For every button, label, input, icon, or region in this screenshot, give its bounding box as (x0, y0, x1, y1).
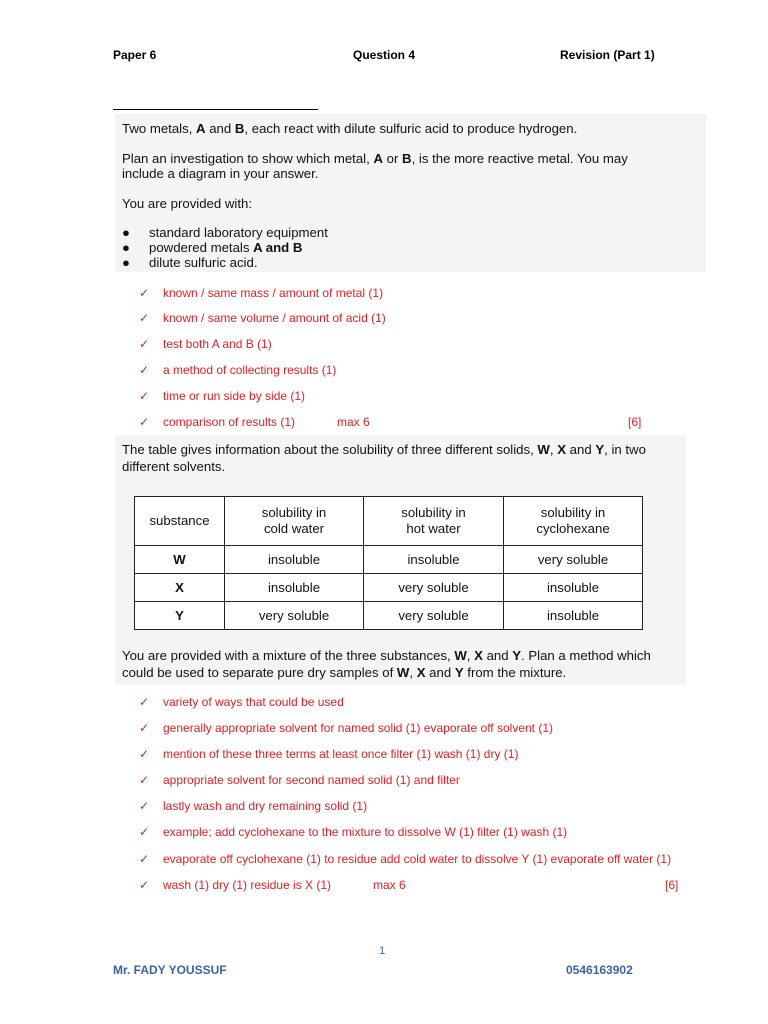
q1-plan-line1: Plan an investigation to show which metal, A or B, is the more reactive metal. You may (122, 151, 628, 166)
table-cell: very soluble (504, 546, 643, 574)
q2-intro-line1: The table gives information about the solubility of three different solids, W, X and Y, in two (122, 442, 646, 457)
answer-item: ✓ generally appropriate solvent for named solid (1) evaporate off solvent (1) (139, 721, 553, 735)
answer-max: max 6 (337, 415, 370, 429)
answer-mark: [6] (665, 878, 679, 892)
check-icon: ✓ (139, 825, 150, 839)
q2-mix-line1: You are provided with a mixture of the three substances, W, X and Y. Plan a method which (122, 648, 651, 663)
answer-item: ✓ a method of collecting results (1) (139, 363, 337, 377)
page-number: 1 (379, 945, 386, 957)
answer-item: ✓ example; add cyclohexane to the mixture to dissolve W (1) filter (1) wash (1) (139, 825, 568, 839)
table-cell: insoluble (225, 574, 364, 602)
table-cell: insoluble (504, 574, 643, 602)
check-icon: ✓ (139, 695, 150, 709)
table-cell: W (135, 546, 225, 574)
check-icon: ✓ (139, 415, 150, 429)
table-cell: insoluble (364, 546, 504, 574)
header-question: Question 4 (353, 48, 416, 62)
check-icon: ✓ (139, 311, 150, 325)
check-icon: ✓ (139, 799, 150, 813)
table-row (135, 546, 643, 574)
answer-item: ✓ evaporate off cyclohexane (1) to residue add cold water to dissolve Y (1) evaporate off water (1) (139, 852, 672, 866)
footer-phone: 0546163902 (566, 963, 633, 977)
header-revision: Revision (Part 1) (560, 48, 655, 62)
table-cell: insoluble (225, 546, 364, 574)
check-icon: ✓ (139, 363, 150, 377)
q2-mix-line2: could be used to separate pure dry samples of W, X and Y from the mixture. (122, 665, 567, 680)
check-icon: ✓ (139, 878, 150, 892)
header-hot-water: solubility in hot water (364, 497, 504, 546)
header-paper: Paper 6 (113, 48, 157, 62)
table-cell: insoluble (504, 602, 643, 630)
answer-item: ✓ wash (1) dry (1) residue is X (1) (139, 878, 332, 892)
q2-intro-line2: different solvents. (122, 459, 226, 474)
q1-intro: Two metals, A and B, each react with dilute sulfuric acid to produce hydrogen. (122, 121, 578, 136)
q1-bullet: ● dilute sulfuric acid. (122, 255, 258, 270)
q1-plan-line2: include a diagram in your answer. (122, 166, 319, 181)
answer-item: ✓ comparison of results (1) (139, 415, 296, 429)
check-icon: ✓ (139, 337, 150, 351)
table-cell: X (135, 574, 225, 602)
q1-bullet: ● powdered metals A and B (122, 240, 303, 255)
footer-author: Mr. FADY YOUSSUF (113, 963, 227, 977)
solubility-table (134, 496, 643, 630)
answer-item: ✓ mention of these three terms at least once filter (1) wash (1) dry (1) (139, 747, 519, 761)
table-header-row (135, 497, 643, 546)
answer-max: max 6 (373, 878, 406, 892)
answer-item: ✓ variety of ways that could be used (139, 695, 344, 709)
answer-item: ✓ time or run side by side (1) (139, 389, 306, 403)
answer-item: ✓ appropriate solvent for second named solid (1) and filter (139, 773, 460, 787)
header-cyclohexane: solubility in cyclohexane (504, 497, 643, 546)
table-cell: very soluble (364, 602, 504, 630)
table-row (135, 574, 643, 602)
check-icon: ✓ (139, 389, 150, 403)
check-icon: ✓ (139, 747, 150, 761)
check-icon: ✓ (139, 286, 150, 300)
q1-bullet: ● standard laboratory equipment (122, 225, 328, 240)
answer-item: ✓ known / same volume / amount of acid (1) (139, 311, 386, 325)
answer-item: ✓ lastly wash and dry remaining solid (1) (139, 799, 368, 813)
answer-item: ✓ test both A and B (1) (139, 337, 272, 351)
answer-mark: [6] (628, 415, 642, 429)
check-icon: ✓ (139, 721, 150, 735)
header-substance: substance (135, 497, 225, 546)
table-cell: very soluble (364, 574, 504, 602)
table-row (135, 602, 643, 630)
table-cell: Y (135, 602, 225, 630)
answer-item: ✓ known / same mass / amount of metal (1) (139, 286, 384, 300)
header-cold-water: solubility in cold water (225, 497, 364, 546)
divider-line (113, 109, 318, 110)
table-cell: very soluble (225, 602, 364, 630)
q1-provided: You are provided with: (122, 196, 253, 211)
check-icon: ✓ (139, 852, 150, 866)
check-icon: ✓ (139, 773, 150, 787)
